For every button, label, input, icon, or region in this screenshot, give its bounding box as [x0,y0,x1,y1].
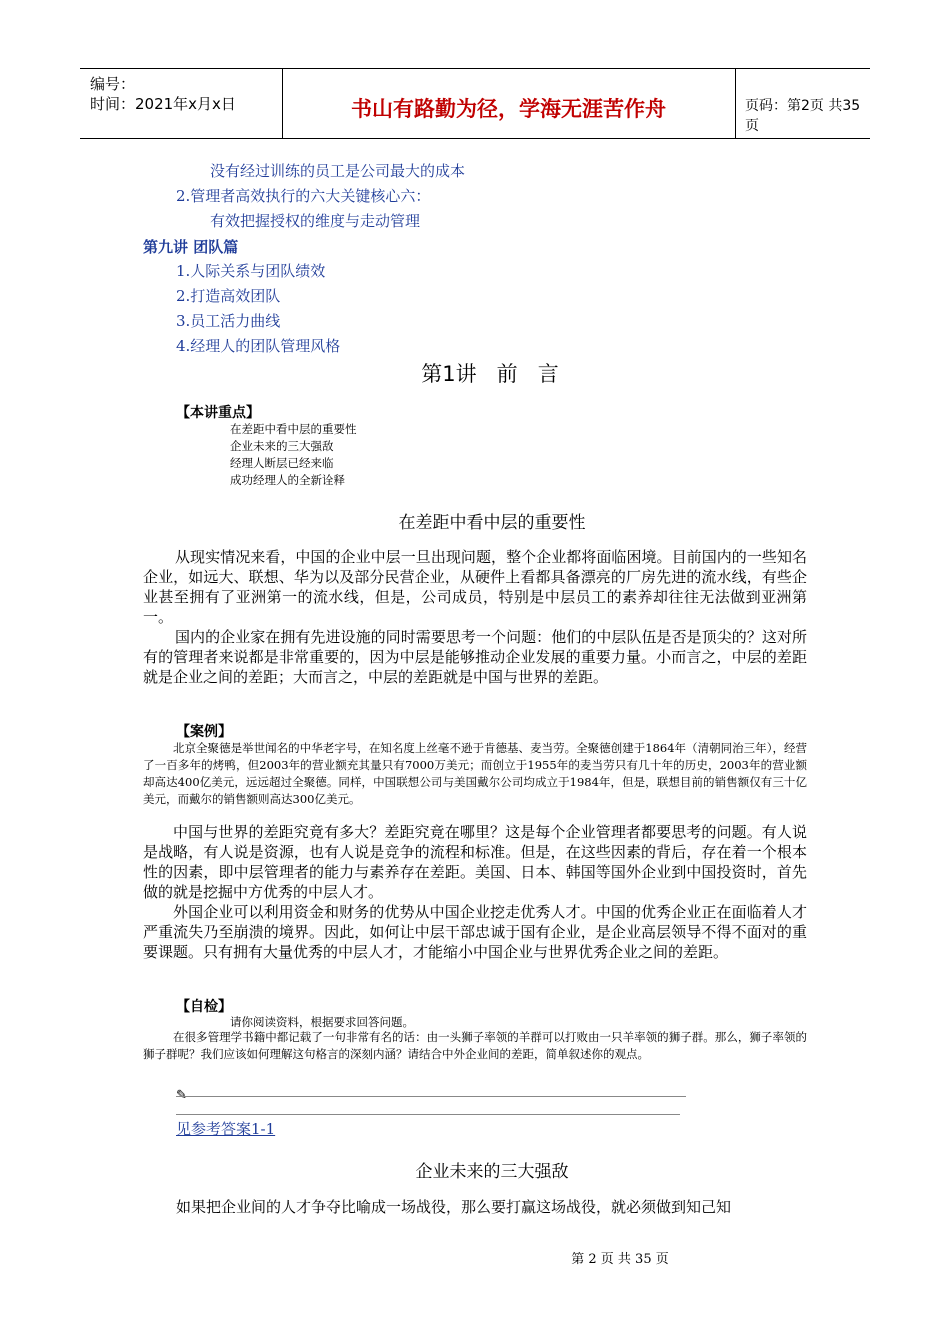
key-point: 企业未来的三大强敌 [230,439,334,453]
toc-chapter-heading: 第九讲 团队篇 [143,238,239,256]
paragraph: 从现实情况来看，中国的企业中层一旦出现问题，整个企业都将面临困境。目前国内的一些知名企业，如远大、联想、华为以及部分民营企业，从硬件上看都具备漂亮的厂房先进的流水线，有些企业甚至拥有了亚洲第一的流水线，但是，公司成员，特别是中层员工的素养却往往无法做到亚洲第一。 [143,548,807,626]
key-point: 在差距中看中层的重要性 [230,422,357,436]
section-title: 在差距中看中层的重要性 [398,513,586,533]
paragraph: 中国与世界的差距究竟有多大？差距究竟在哪里？这是每个企业管理者都要思考的问题。有人说是战略，有人说是资源，也有人说是竞争的流程和标准。但是，在这些因素的背后，存在着一个根本性的因素，即中层管理者的能力与素养存在差距。美国、日本、韩国等国外企业到中国投资时，首先做的就是挖掘中方优秀的中层人才。 [143,823,807,901]
key-point: 经理人断层已经来临 [230,456,334,470]
header-meta-cell [80,69,283,138]
header-date: 时间：2021年x月x日 [90,95,236,113]
header-motto-cell [282,69,736,138]
paragraph: 国内的企业家在拥有先进设施的同时需要思考一个问题：他们的中层队伍是否是顶尖的？这对所有的管理者来说都是非常重要的，因为中层是能够推动企业发展的重要力量。小而言之，中层的差距就是企业之间的差距；大而言之，中层的差距就是中国与世界的差距。 [143,628,807,686]
toc-item: 1.人际关系与团队绩效 [176,262,326,280]
lecture-title: 第1讲 前 言 [421,362,559,386]
serial-number: 编号： [90,75,136,93]
section-title: 企业未来的三大强敌 [415,1162,569,1182]
self-check-intro: 请你阅读资料，根据要求回答问题。 [230,1015,414,1029]
key-points-label: 【本讲重点】 [176,405,260,421]
motto: 书山有路勤为径，学海无涯苦作舟 [351,97,666,121]
pencil-icon: ✎ [176,1088,187,1103]
self-check-question: 在很多管理学书籍中都记载了一句非常有名的话：由一头狮子率领的羊群可以打败由一只羊率领的狮子群。那么，狮子率领的狮子群呢？我们应该如何理解这句格言的深刻内涵？请结合中外企业间的差距，简单叙述你的观点。 [143,1030,807,1061]
toc-item: 4.经理人的团队管理风格 [176,337,341,355]
header-page-cell [735,69,870,138]
page-info: 页码：第2页 共35页 [745,98,861,134]
case-label: 【案例】 [176,724,232,740]
toc-item: 3.员工活力曲线 [176,312,281,330]
case-text: 北京全聚德是举世闻名的中华老字号，在知名度上丝毫不逊于肯德基、麦当劳。全聚德创建于1864年（清朝同治三年），经营了一百多年的烤鸭，但2003年的营业额充其量只有7000万美元；而创立于1955年的麦当劳只有几十年的历史，2003年的营业额却高达400亿美元，远远超过全聚德。同样，中国联想公司与美国戴尔公司均成立于1984年，但是，联想目前的销售额仅有三十亿美元，而戴尔的销售额则高达300亿美元。 [143,741,807,806]
page-header [80,68,870,139]
paragraph: 如果把企业间的人才争夺比喻成一场战役，那么要打赢这场战役，就必须做到知己知 [176,1198,732,1216]
toc-line: 没有经过训练的员工是公司最大的成本 [210,162,466,180]
page-footer: 第 2 页 共 35 页 [571,1252,669,1267]
toc-line: 2.管理者高效执行的六大关键核心六： [176,187,431,205]
key-point: 成功经理人的全新诠释 [230,473,345,487]
paragraph: 外国企业可以利用资金和财务的优势从中国企业挖走优秀人才。中国的优秀企业正在面临着人才严重流失乃至崩溃的境界。因此，如何让中层干部忠诚于国有企业，是企业高层领导不得不面对的重要课题。只有拥有大量优秀的中层人才，才能缩小中国企业与世界优秀企业之间的差距。 [143,903,807,961]
answer-reference-link[interactable]: 见参考答案1-1 [176,1120,276,1138]
answer-line [176,1114,680,1115]
answer-line [176,1096,686,1097]
toc-item: 2.打造高效团队 [176,287,281,305]
self-check-label: 【自检】 [176,999,232,1015]
toc-line: 有效把握授权的维度与走动管理 [210,212,421,230]
